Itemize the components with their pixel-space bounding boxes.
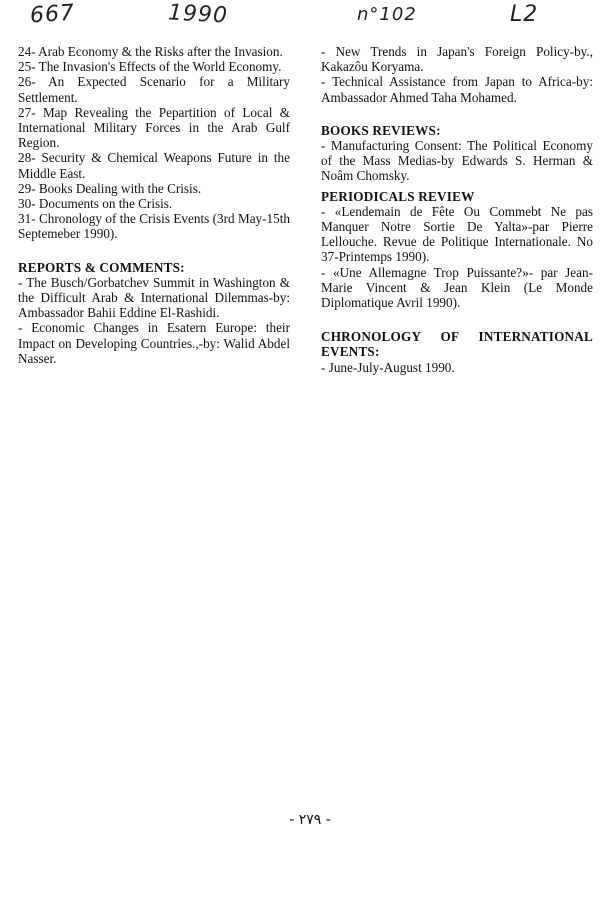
book-item: - Manufacturing Consent: The Political Economy of the Mass Medias-by Edwards S. Herman & Noâm Chomsky. (321, 138, 593, 184)
report-item: - The Busch/Gorbatchev Summit in Washington & the Difficult Arab & International Dilemmas-by: Ambassador Bahii Eddine El-Rashidi. (18, 274, 290, 321)
contents-item: 29- Books Dealing with the Crisis. (18, 180, 202, 196)
contents-item: 25- The Invasion's Effects of the World Economy. (18, 59, 282, 75)
periodical-item: - «Lendemain de Fête Ou Commebt Ne pas Manquer Notre Sortie De Yalta»-par Pierre Lellouche. Revue de Politique Internationale. No 37-Printemps 1990). (321, 203, 593, 265)
contents-item: 31- Chronology of the Crisis Events (3rd May-15th Septemeber 1990). (18, 211, 290, 242)
reports-heading: REPORTS & COMMENTS: (18, 259, 185, 275)
periodicals-heading: PERIODICALS REVIEW (321, 188, 475, 204)
handwritten-mark: L2 (510, 2, 539, 27)
contents-item: 24- Arab Economy & the Risks after the Invasion. (18, 44, 283, 59)
periodical-item: - «Une Allemagne Trop Puissante?»- par Jean-Marie Vincent & Jean Klein (Le Monde Diplomatique Avril 1990). (321, 264, 593, 311)
contents-item: 28- Security & Chemical Weapons Future in the Middle East. (18, 150, 290, 181)
contents-item: 27- Map Revealing the Pepartition of Local & International Military Forces in the Arab Gulf Region. (18, 104, 290, 151)
report-item: - Economic Changes in Esatern Europe: their Impact on Developing Countries.,-by: Walid Abdel Nasser. (18, 320, 290, 366)
handwritten-annotations (0, 2, 607, 32)
right-column (321, 44, 593, 375)
handwritten-year: 1990 (167, 0, 229, 29)
handwritten-issue: n°102 (357, 4, 417, 25)
handwritten-code: 667 (29, 0, 76, 29)
left-column (18, 44, 290, 366)
contents-item: 30- Documents on the Crisis. (18, 196, 173, 212)
chronology-item: - June-July-August 1990. (321, 359, 455, 375)
article-item: - New Trends in Japan's Foreign Policy-by., Kakazôu Koryama. (321, 44, 593, 75)
contents-item: 26- An Expected Scenario for a Military Settlement. (18, 74, 290, 105)
chronology-heading: CHRONOLOGY OF INTERNATIONAL EVENTS: (321, 329, 593, 360)
article-item: - Technical Assistance from Japan to Africa-by: Ambassador Ahmed Taha Mohamed. (321, 74, 593, 105)
page-number: - ٢٧٩ - (289, 812, 331, 828)
books-heading: BOOKS REVIEWS: (321, 122, 441, 138)
